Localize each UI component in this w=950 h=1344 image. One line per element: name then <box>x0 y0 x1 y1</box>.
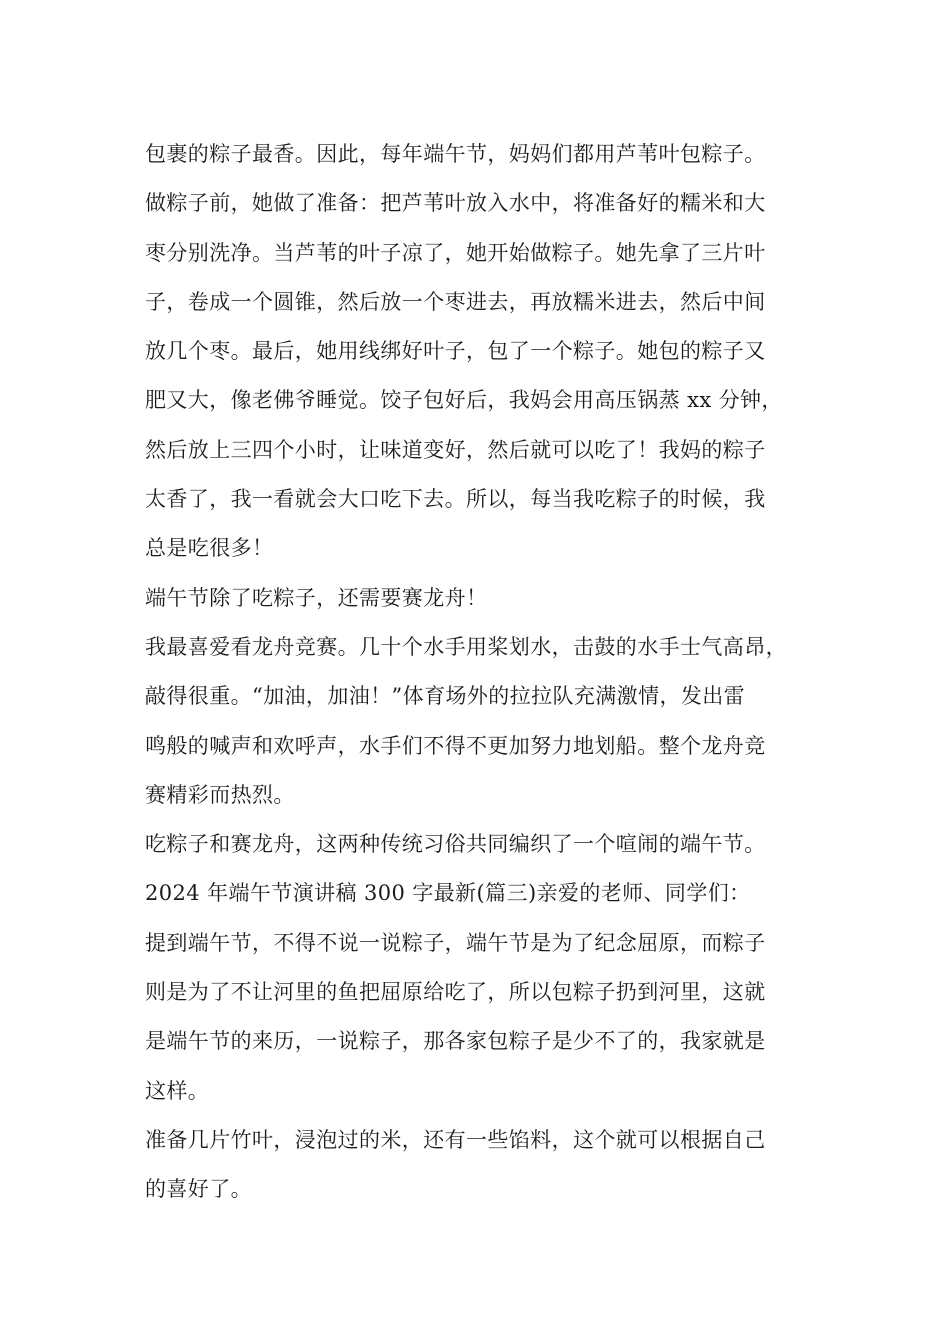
text-line: 敲得很重。“加油，加油！”体育场外的拉拉队充满激情，发出雷 <box>145 684 746 709</box>
text-line: 准备几片竹叶，浸泡过的米，还有一些馅料，这个就可以根据自己 <box>145 1127 766 1152</box>
text-line: 子，卷成一个圆锥，然后放一个枣进去，再放糯米进去，然后中间 <box>145 289 766 314</box>
text-line: 这样。 <box>145 1078 210 1103</box>
text-line: 我最喜爱看龙舟竞赛。几十个水手用桨划水，击鼓的水手士气高昂， <box>145 634 787 659</box>
text-line: 鸣般的喊声和欢呼声，水手们不得不更加努力地划船。整个龙舟竞 <box>145 733 766 758</box>
section-heading-line: 2024 年端午节演讲稿 300 字最新(篇三)亲爱的老师、同学们： <box>145 881 751 906</box>
text-line: 赛精彩而热烈。 <box>145 782 295 807</box>
text-line: 做粽子前，她做了准备：把芦苇叶放入水中，将准备好的糯米和大 <box>145 191 766 216</box>
text-line: 的喜好了。 <box>145 1177 252 1202</box>
text-line: 则是为了不让河里的鱼把屈原给吃了，所以包粽子扔到河里，这就 <box>145 980 766 1005</box>
text-line: 总是吃很多！ <box>145 536 274 561</box>
document-body <box>145 130 825 1215</box>
text-line: 端午节除了吃粽子，还需要赛龙舟！ <box>145 585 488 610</box>
text-line: 枣分别洗净。当芦苇的叶子凉了，她开始做粽子。她先拿了三片叶 <box>145 240 766 265</box>
text-line: 太香了，我一看就会大口吃下去。所以，每当我吃粽子的时候，我 <box>145 487 766 512</box>
text-line: 包裹的粽子最香。因此，每年端午节，妈妈们都用芦苇叶包粽子。 <box>145 142 766 166</box>
text-line: 提到端午节，不得不说一说粽子，端午节是为了纪念屈原，而粽子 <box>145 930 766 955</box>
text-line: 然后放上三四个小时，让味道变好，然后就可以吃了！我妈的粽子 <box>145 437 766 462</box>
text-line: 放几个枣。最后，她用线绑好叶子，包了一个粽子。她包的粽子又 <box>145 339 766 364</box>
text-line: 是端午节的来历，一说粽子，那各家包粽子是少不了的，我家就是 <box>145 1029 766 1054</box>
text-line: 吃粽子和赛龙舟，这两种传统习俗共同编织了一个喧闹的端午节。 <box>145 832 766 857</box>
text-line: 肥又大，像老佛爷睡觉。饺子包好后，我妈会用高压锅蒸 xx 分钟， <box>145 388 783 413</box>
